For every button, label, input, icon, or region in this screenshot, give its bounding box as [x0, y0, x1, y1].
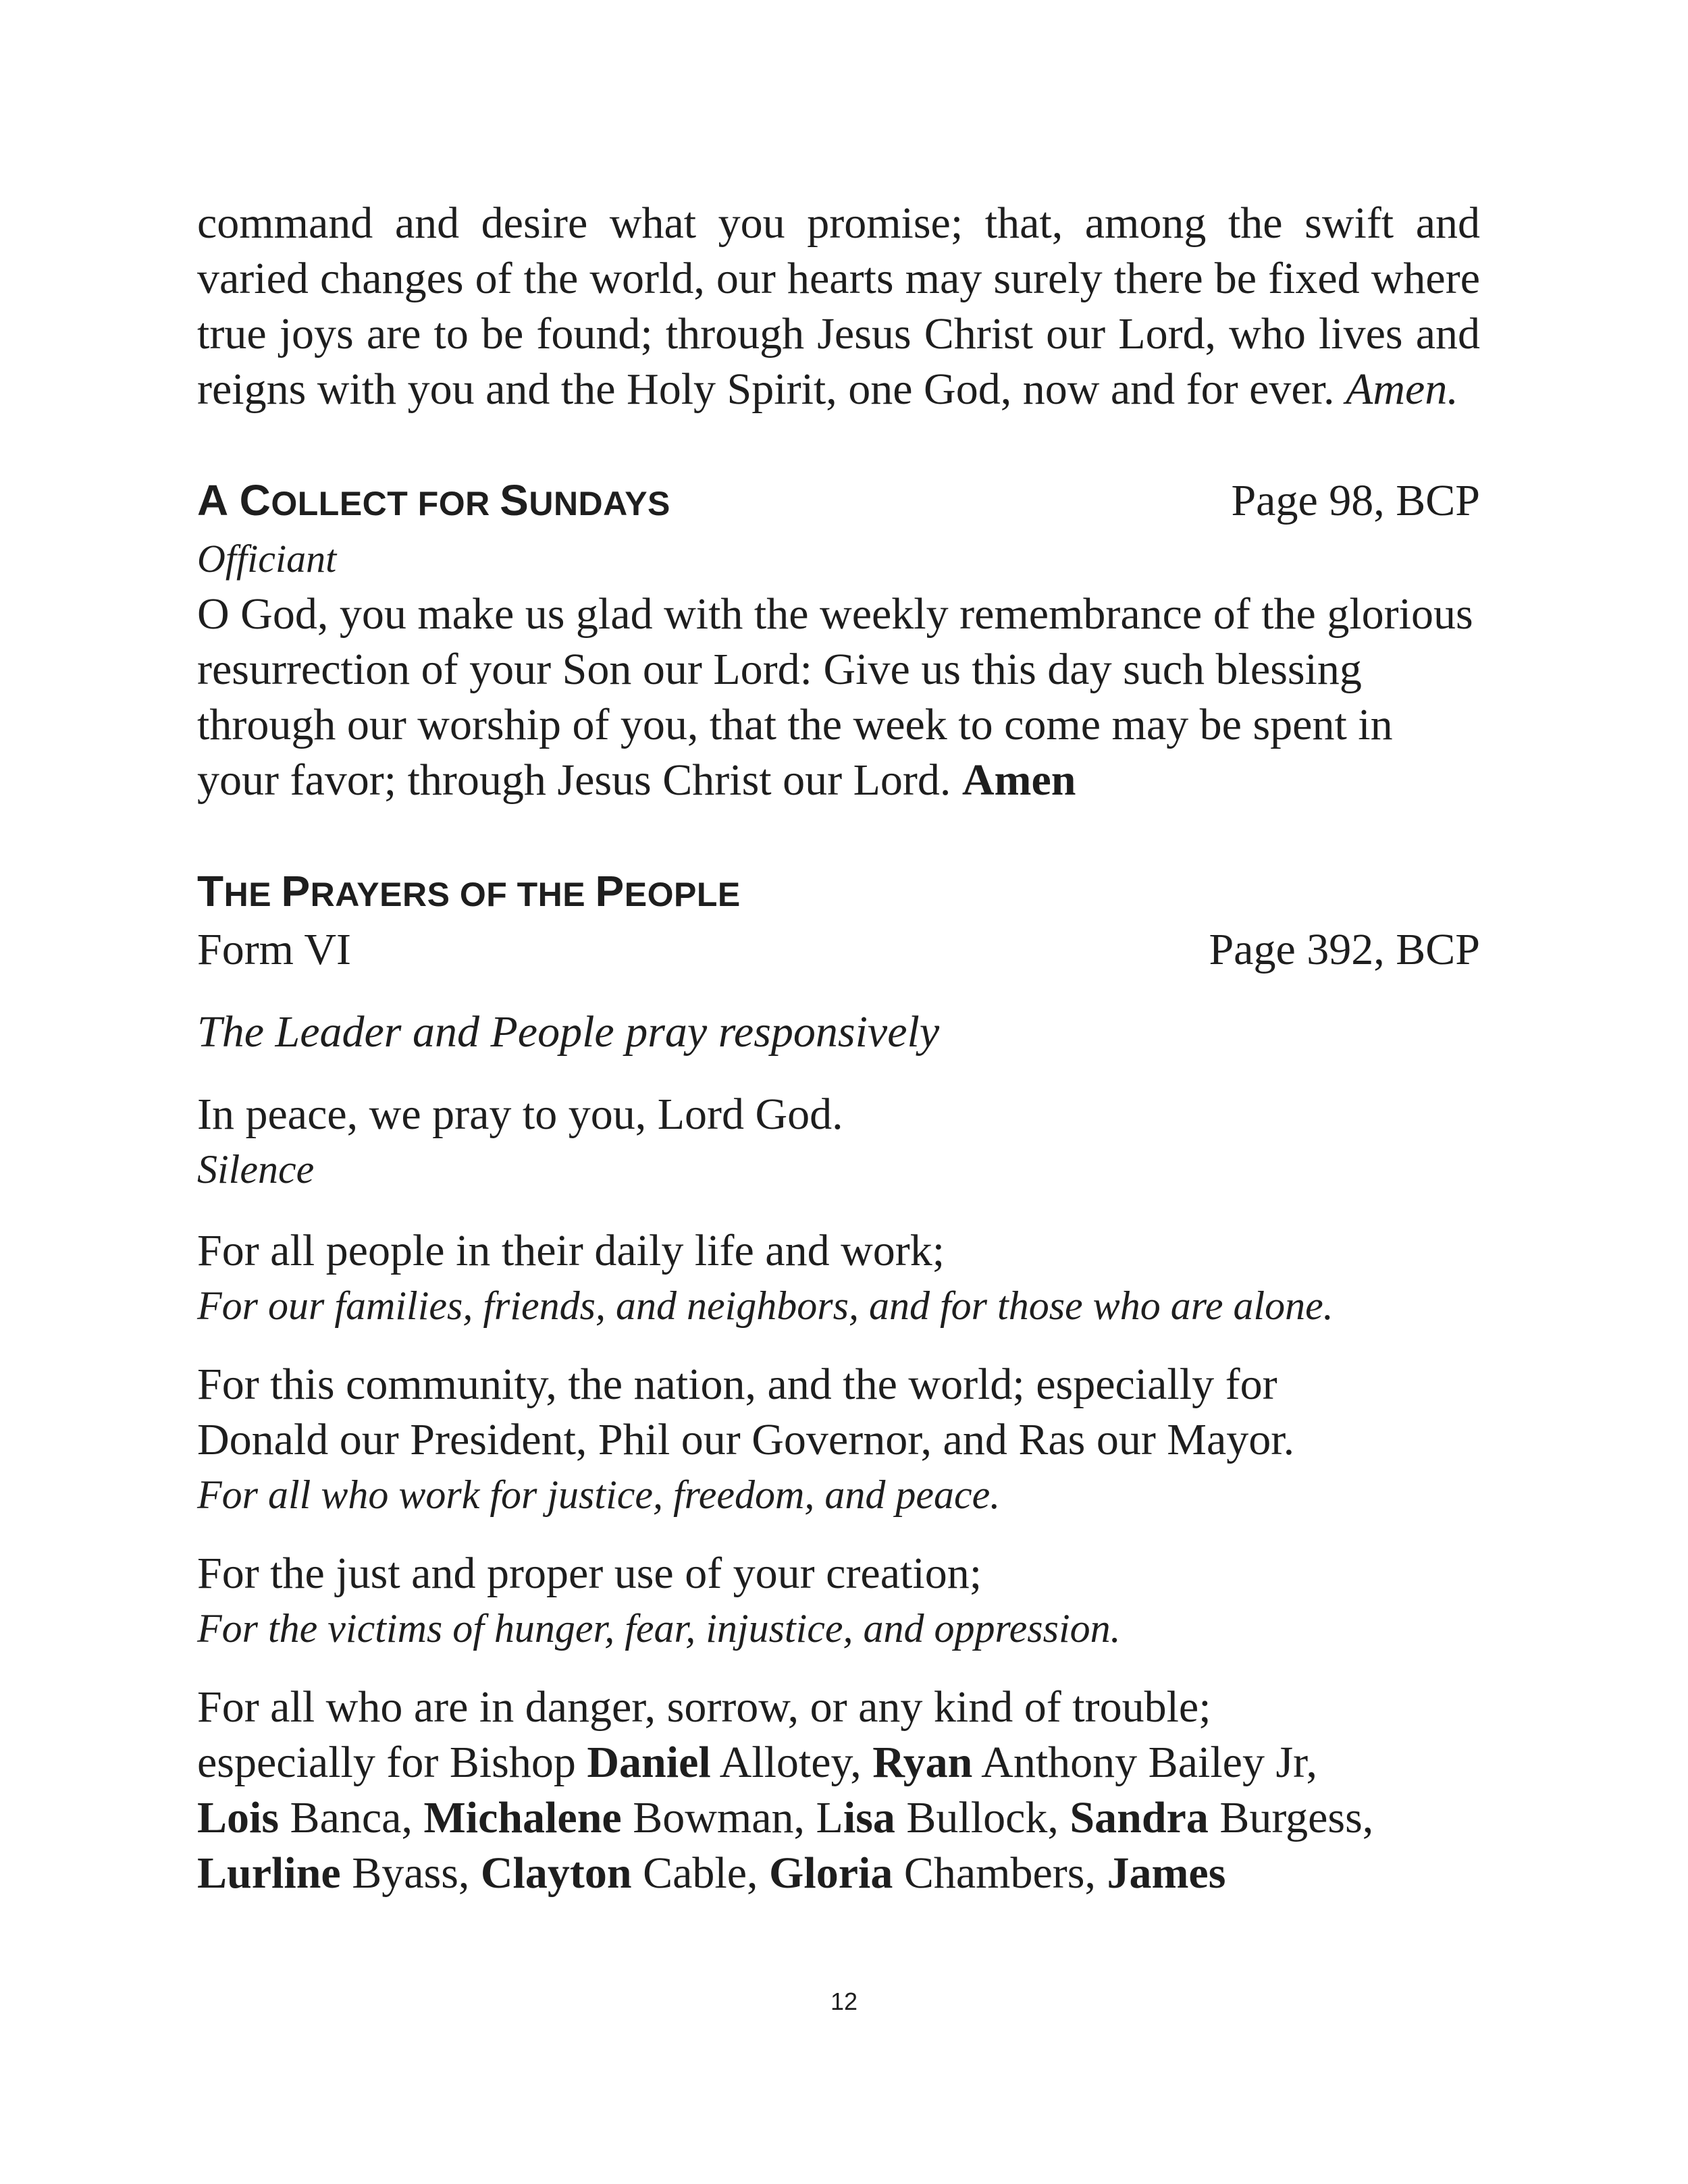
name-first: Sandra — [1070, 1793, 1209, 1842]
prayers-rubric: The Leader and People pray responsively — [197, 1007, 940, 1057]
petition-3-people: For all who work for justice, freedom, and peace. — [197, 1472, 1001, 1517]
petition-2-people: For our families, friends, and neighbors, and for those who are alone. — [197, 1283, 1334, 1328]
name-first: isa — [843, 1793, 895, 1842]
name-last: Chambers, — [893, 1848, 1107, 1898]
opening-prayer-text: command and desire what you promise; that, among the swift and varied changes of the world, our hearts may surely there be fixed where true joys are to be found; through Jesus Christ our Lord, who lives and reigns with you and the Holy Spirit, one God, now and for ever. — [197, 198, 1480, 414]
petition-4-leader: For the just and proper use of your creation; — [197, 1549, 982, 1598]
name-first: James — [1107, 1848, 1226, 1898]
collect-heading-row — [197, 473, 1480, 531]
name-last: Byass, — [340, 1848, 481, 1898]
prayers-page-ref: Page 392, BCP — [1209, 925, 1480, 974]
name-first: Clayton — [480, 1848, 632, 1898]
prayers-form: Form VI — [197, 925, 351, 974]
petition-3-leader-line2: Donald our President, Phil our Governor, and Ras our Mayor. — [197, 1415, 1295, 1464]
collect-prayer — [197, 587, 1480, 808]
petition-1: In peace, we pray to you, Lord God. — [197, 1090, 843, 1139]
name-first: Michalene — [423, 1793, 622, 1842]
petition-2-leader: For all people in their daily life and work; — [197, 1226, 945, 1275]
name-last: Allotey, — [710, 1738, 873, 1787]
opening-prayer — [197, 196, 1480, 417]
silence-rubric: Silence — [197, 1147, 315, 1192]
petition-5-names: especially for Bishop Daniel Allotey, Ryan Anthony Bailey Jr, Lois Banca, Michalene Bowman, Lisa Bullock, Sandra Burgess, Lurline Byass, Clayton Cable, Gloria Chambers, James — [197, 1738, 1374, 1898]
name-first: Lois — [197, 1793, 280, 1842]
name-last: Bullock, — [895, 1793, 1070, 1842]
collect-rubric: Officiant — [197, 537, 337, 581]
name-first: Gloria — [769, 1848, 893, 1898]
petition-3-leader-line1: For this community, the nation, and the world; especially for — [197, 1360, 1277, 1409]
name-first: L — [816, 1793, 843, 1842]
collect-amen: Amen — [961, 755, 1076, 805]
page-content — [197, 196, 1480, 1901]
prayers-heading-row — [197, 863, 1480, 922]
petition-4-people: For the victims of hunger, fear, injustice, and oppression. — [197, 1606, 1121, 1651]
prayers-form-row — [197, 922, 1480, 978]
collect-page-ref: Page 98, BCP — [1231, 476, 1480, 525]
opening-amen: Amen. — [1346, 365, 1458, 414]
collect-heading: A COLLECT FOR SUNDAYS — [197, 476, 670, 525]
page-number: 12 — [830, 1988, 858, 2015]
petition-5-line1: For all who are in danger, sorrow, or any kind of trouble; — [197, 1682, 1211, 1732]
name-first: Lurline — [197, 1848, 341, 1898]
name-last: Anthony Bailey Jr, — [972, 1738, 1317, 1787]
name-last: Bowman, — [621, 1793, 816, 1842]
name-last: Burgess, — [1208, 1793, 1374, 1842]
collect-text: O God, you make us glad with the weekly remembrance of the glorious resurrection of your Son our Lord: Give us this day such blessing through our worship of you, that the week to come may be spent in your favor; through Jesus Christ our Lord. — [197, 589, 1473, 805]
name-first: Ryan — [872, 1738, 973, 1787]
name-first: Daniel — [587, 1738, 711, 1787]
name-last: Banca, — [279, 1793, 424, 1842]
name-last: Cable, — [631, 1848, 770, 1898]
prayers-heading: THE PRAYERS OF THE PEOPLE — [197, 867, 741, 915]
